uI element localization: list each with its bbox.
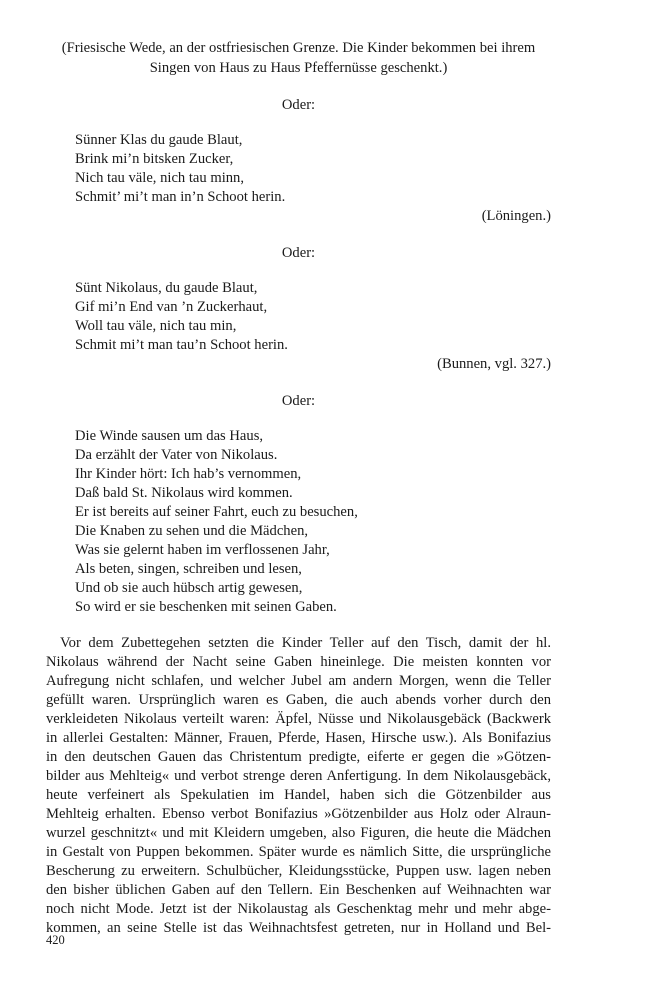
paragraph-line: gefüllt waren. Ursprünglich waren es Gaben, die auch abends vorher durch den — [46, 692, 551, 708]
paragraph-line: bilder aus Mehlteig« und verbot strenge deren Anfertigung. In dem Nikolausgebäck, — [46, 768, 551, 784]
verse-line: Und ob sie auch hübsch artig gewesen, — [75, 580, 303, 596]
verse-line: Schmit mi’t man tau’n Schoot herin. — [75, 337, 288, 353]
paragraph-line: in den deutschen Gauen das Christentum predigte, eiferte er gegen die »Götzen- — [46, 749, 551, 765]
verse-line: Als beten, singen, schreiben und lesen, — [75, 561, 302, 577]
page-number: 420 — [46, 933, 65, 947]
intro-line: Singen von Haus zu Haus Pfeffernüsse geschenkt.) — [149, 60, 448, 76]
verse-line: Schmit’ mi’t man in’n Schoot herin. — [75, 189, 286, 205]
paragraph-line: verkleideten Nikolaus verteilt waren: Äpfel, Nüsse und Nikolausgebäck (Backwerk — [46, 711, 551, 727]
paragraph-line: in Gestalt von Puppen bekommen. Später wurde es nämlich Sitte, die ursprüngliche — [46, 844, 551, 860]
intro-note — [46, 38, 551, 78]
verse-loeningen — [46, 131, 551, 207]
verse-line: Die Knaben zu sehen und die Mädchen, — [75, 523, 309, 539]
intro-line: (Friesische Wede, an der ostfriesischen Grenze. Die Kinder bekommen bei ihrem — [61, 40, 536, 56]
paragraph-line: Nikolaus während der Nacht seine Gaben hineinlege. Die meisten konnten vor — [46, 654, 551, 670]
verse-winde — [46, 427, 551, 617]
oder-heading: Oder: — [281, 97, 316, 113]
paragraph-line: Aufregung nicht schlafen, und welcher Jubel am andern Morgen, wenn die Teller — [46, 673, 551, 689]
verse-source: (Bunnen, vgl. 327.) — [437, 356, 551, 372]
verse-bunnen — [46, 279, 551, 355]
verse-line: Sünner Klas du gaude Blaut, — [75, 132, 243, 148]
verse-line: Die Winde sausen um das Haus, — [75, 428, 264, 444]
verse-line: Brink mi’n bitsken Zucker, — [75, 151, 234, 167]
oder-heading: Oder: — [281, 393, 316, 409]
verse-line: Da erzählt der Vater von Nikolaus. — [75, 447, 278, 463]
body-paragraph — [46, 634, 551, 938]
verse-line: Woll tau väle, nich tau min, — [75, 318, 237, 334]
paragraph-line: noch nicht Mode. Jetzt ist der Nikolaustag als Geschenktag mehr und mehr abge- — [46, 901, 551, 917]
verse-line: Sünt Nikolaus, du gaude Blaut, — [75, 280, 258, 296]
paragraph-line: Vor dem Zubettegehen setzten die Kinder Teller auf den Tisch, damit der hl. — [60, 635, 551, 651]
paragraph-line: in allerlei Gestalten: Männer, Frauen, Pferde, Hasen, Hirsche usw.). Als Bonifazius — [46, 730, 551, 746]
page-body — [46, 38, 551, 938]
paragraph-line: den bisher üblichen Gaben auf den Tellern. Ein Beschenken auf Weihnachten war — [46, 882, 551, 898]
verse-line: Daß bald St. Nikolaus wird kommen. — [75, 485, 293, 501]
verse-line: So wird er sie beschenken mit seinen Gaben. — [75, 599, 337, 615]
verse-source: (Löningen.) — [481, 208, 551, 224]
verse-line: Was sie gelernt haben im verflossenen Jahr, — [75, 542, 330, 558]
paragraph-line: Bescherung zu erweitern. Schulbücher, Kleidungsstücke, Puppen usw. lagen neben — [46, 863, 551, 879]
verse-line: Gif mi’n End van ’n Zuckerhaut, — [75, 299, 268, 315]
verse-line: Nich tau väle, nich tau minn, — [75, 170, 244, 186]
paragraph-line: heute verfeinert als Spekulatien im Handel, haben sich die Götzenbilder aus — [46, 787, 551, 803]
verse-line: Ihr Kinder hört: Ich hab’s vernommen, — [75, 466, 302, 482]
paragraph-line: kommen, an seine Stelle ist das Weihnachtsfest getreten, nur in Holland und Bel- — [46, 920, 551, 936]
oder-heading: Oder: — [281, 245, 316, 261]
paragraph-line: Mehlteig erhalten. Ebenso verbot Bonifazius »Götzenbilder aus Holz oder Alraun- — [46, 806, 551, 822]
paragraph-line: wurzel geschnitzt« und mit Kleidern umgeben, also Figuren, die heute die Mädchen — [46, 825, 551, 841]
verse-line: Er ist bereits auf seiner Fahrt, euch zu besuchen, — [75, 504, 358, 520]
